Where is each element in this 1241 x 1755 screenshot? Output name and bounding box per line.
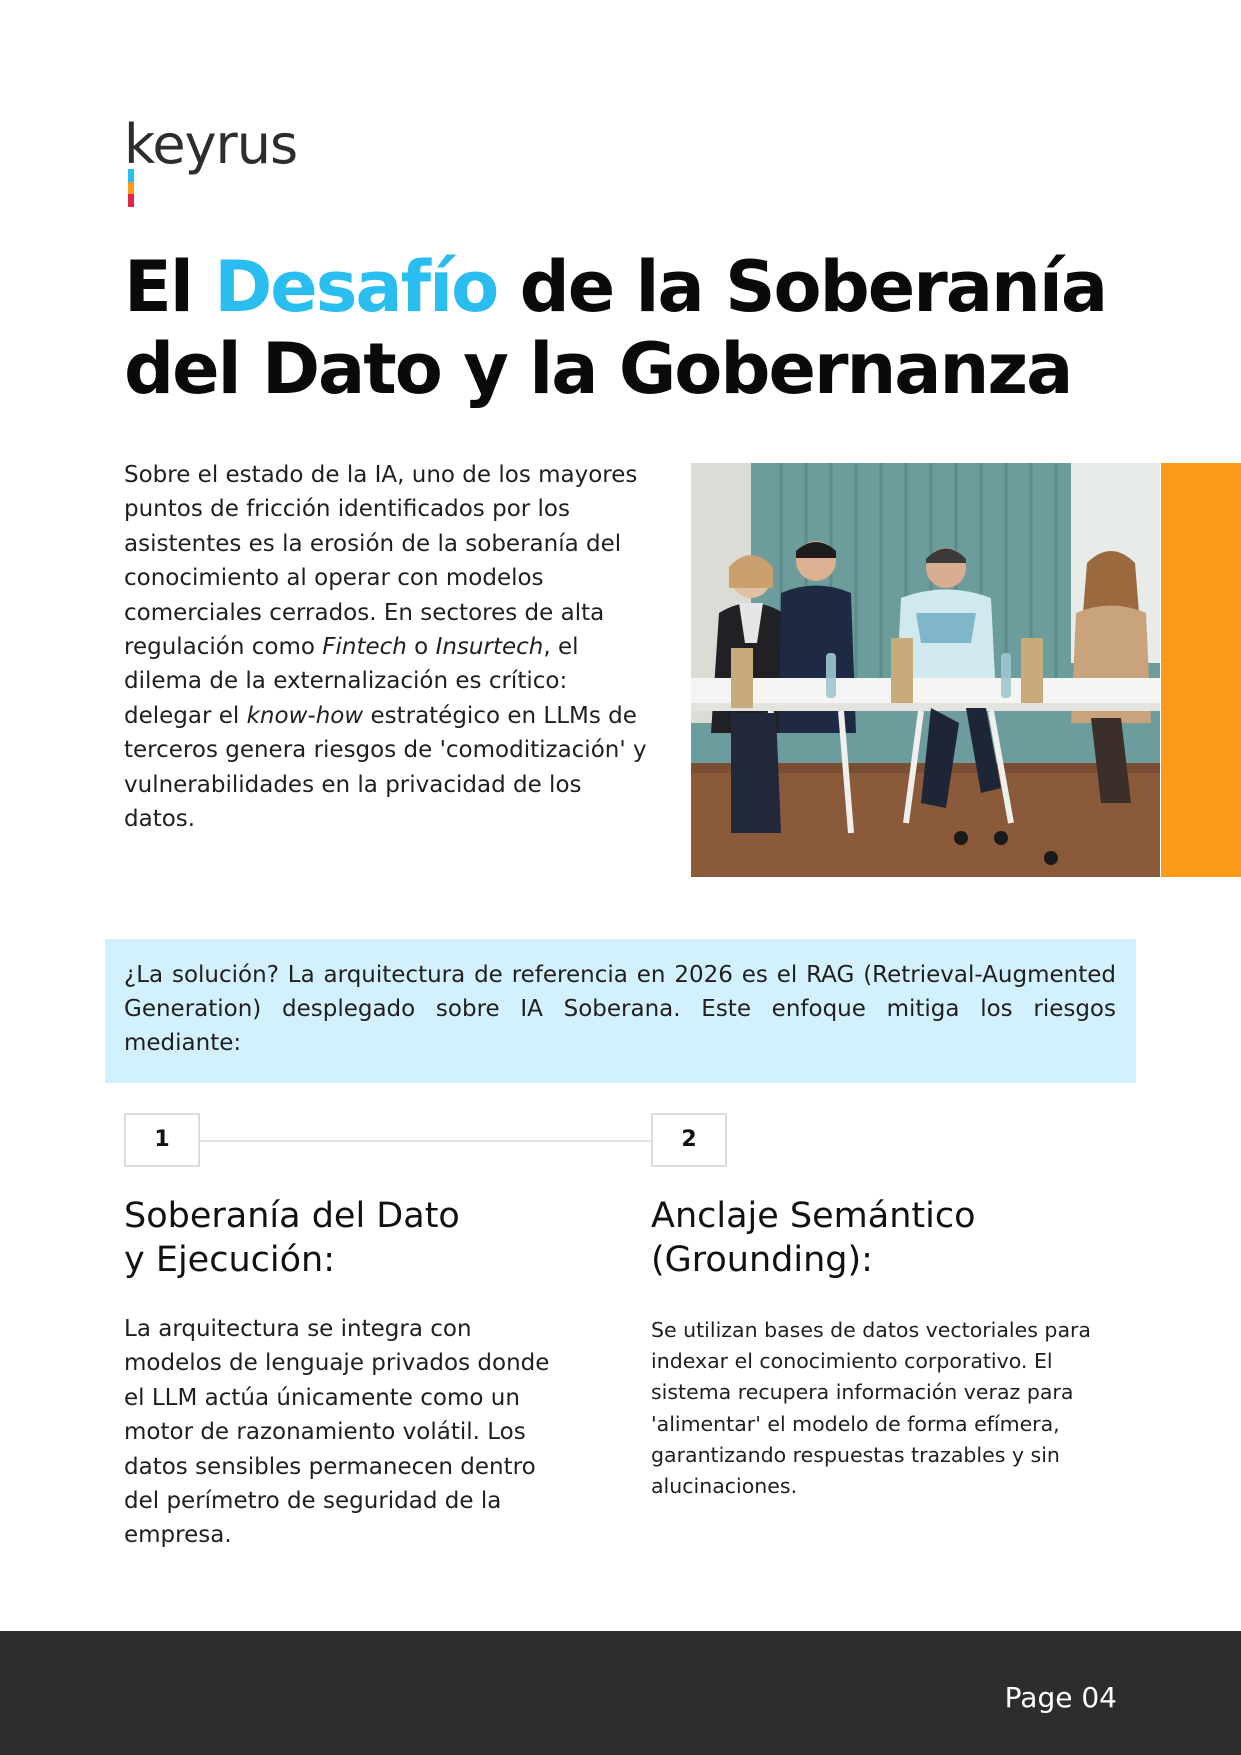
keyrus-logo xyxy=(124,113,298,176)
meeting-photo-illustration xyxy=(691,463,1160,877)
logo-text: keyrus xyxy=(124,113,298,176)
step-number-2: 2 xyxy=(651,1113,727,1167)
step-2-title-line1: Anclaje Semántico xyxy=(651,1196,976,1236)
intro-knowhow: know-how xyxy=(246,702,364,729)
title-prefix: El xyxy=(124,246,215,328)
page-title xyxy=(124,246,1124,410)
intro-fintech: Fintech xyxy=(322,634,407,661)
intro-text-4: estratégico en LLMs de terceros genera riesgos de 'comoditización' y vulnerabilidades en la privacidad de los datos. xyxy=(124,702,647,833)
step-1-title xyxy=(124,1194,594,1282)
title-line1-rest: de la Soberanía xyxy=(497,246,1107,328)
title-line2: del Dato y la Gobernanza xyxy=(124,328,1072,410)
event-photo xyxy=(691,463,1160,877)
step-1-text: La arquitectura se integra con modelos de lenguaje privados donde el LLM actúa únicamente como un motor de razonamiento volátil. Los datos sensibles permanecen dentro del perímetro de seguridad de la empresa. xyxy=(124,1316,550,1549)
solution-callout: ¿La solución? La arquitectura de referencia en 2026 es el RAG (Retrieval-Augmented Generation) desplegado sobre IA Soberana. Este enfoque mitiga los riesgos mediante: xyxy=(105,939,1136,1083)
step-connector-line xyxy=(200,1140,651,1142)
step-2-title xyxy=(651,1194,1121,1282)
step-1-title-line2: y Ejecución: xyxy=(124,1240,335,1280)
step-number-1: 1 xyxy=(124,1113,200,1167)
intro-text-3: , el dilema de la externalización es crítico: delegar el xyxy=(124,634,579,729)
intro-paragraph xyxy=(124,458,654,836)
step-1-title-line1: Soberanía del Dato xyxy=(124,1196,460,1236)
orange-accent-bar xyxy=(1161,463,1241,877)
title-accent-word: Desafío xyxy=(214,246,498,328)
intro-text-1: Sobre el estado de la IA, uno de los mayores puntos de fricción identificados por los asistentes es la erosión de la soberanía del conocimiento al operar con modelos comerciales cerrados. En sectores de alta regulación como xyxy=(124,462,638,661)
step-2-text: Se utilizan bases de datos vectoriales para indexar el conocimiento corporativo. El sistema recupera información veraz para 'alimentar' el modelo de forma efímera, garantizando respuestas trazables y sin alucinaciones. xyxy=(651,1318,1091,1499)
intro-insurtech: Insurtech xyxy=(435,634,544,661)
step-2-title-line2: (Grounding): xyxy=(651,1240,873,1280)
page-number: Page 04 xyxy=(1004,1681,1117,1714)
intro-text-2: o xyxy=(406,634,436,661)
